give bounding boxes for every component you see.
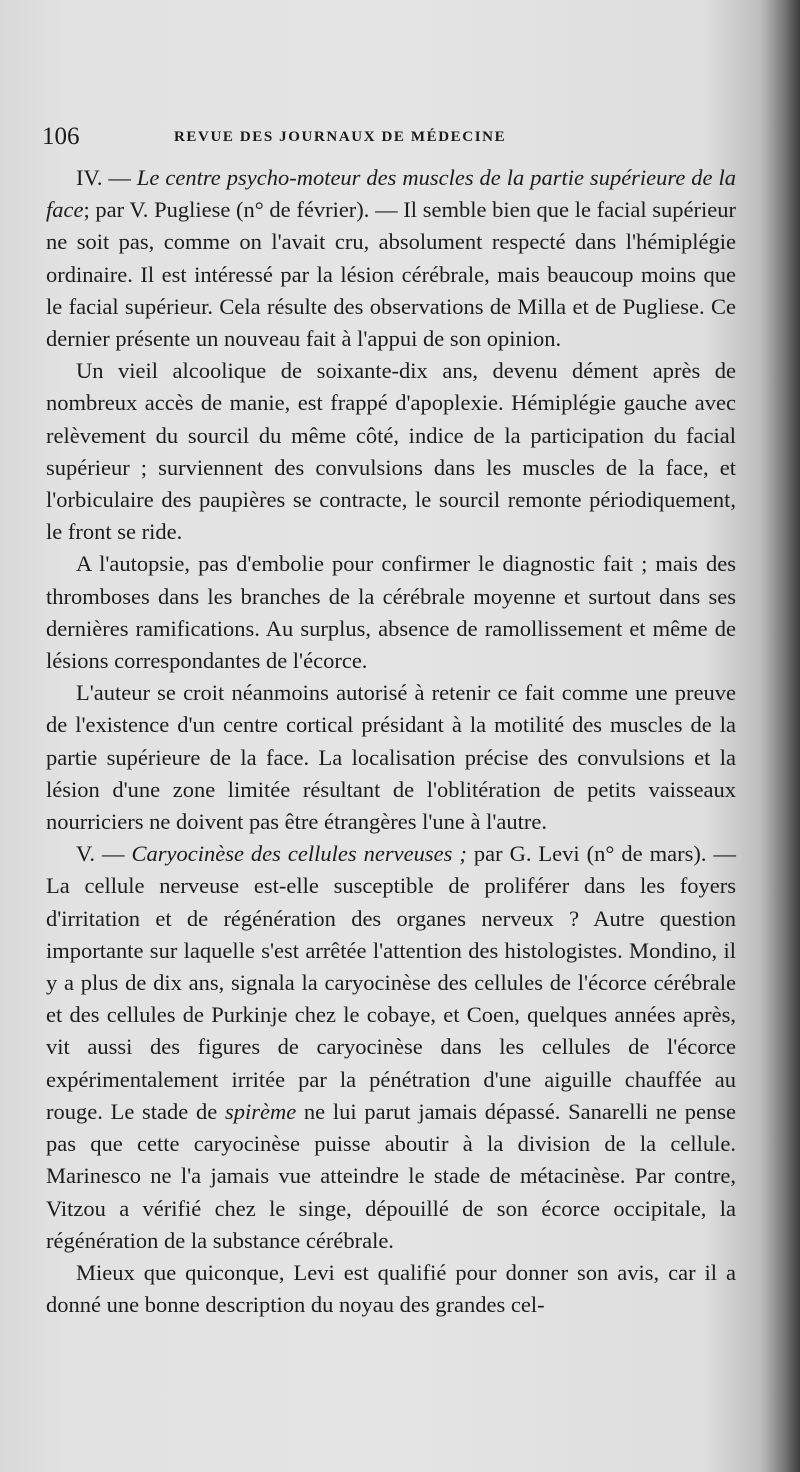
paragraph: Un vieil alcoolique de soixante-dix ans, devenu dément après de nombreux accès de manie, est frappé d'apoplexie. Hémiplégie gauche avec relèvement du sourcil du même côté, indice de la participation du facial supérieur ; surviennent des convulsions dans les muscles de la face, et l'orbiculaire des paupières se contracte, le sourcil remonte périodiquement, le front se ride. xyxy=(46,358,736,545)
article-title: Caryocinèse des cellules nerveuses ; xyxy=(131,841,467,867)
paragraph-v xyxy=(46,838,736,1257)
page-number: 106 xyxy=(42,123,80,150)
paragraph-text: ; par V. Pugliese (n° de février). — Il semble bien que le facial supérieur ne soit pas, comme on l'avait cru, absolument respecté dans l'hémiplégie ordinaire. Il est intéressé par la lésion cérébrale, mais beaucoup moins que le facial supérieur. Cela résulte des observations de Milla et de Pugliese. Ce dernier présente un nouveau fait à l'appui de son opinion. xyxy=(46,197,736,352)
section-number: V. — xyxy=(76,841,132,867)
body-text xyxy=(46,162,736,1321)
paragraph: L'auteur se croit néanmoins autorisé à retenir ce fait comme une preuve de l'existence d'un centre cortical présidant à la motilité des muscles de la partie supérieure de la face. La localisation précise des convulsions et la lésion d'une zone limitée résultant de l'oblitération de petits vaisseaux nourriciers ne doivent pas être étrangères l'une à l'autre. xyxy=(46,680,736,835)
article-title: Le centre psycho-moteur des muscles de la partie supérieure de la face xyxy=(46,165,736,223)
paragraph-text: ne lui parut jamais dépassé. Sanarelli ne pense pas que cette caryocinèse puisse aboutir à la division de la cellule. Marinesco ne l'a jamais vue atteindre le stade de métacinèse. Par contre, Vitzou a vérifié chez le singe, dépouillé de son écorce occipitale, la régénération de la substance cérébrale. xyxy=(46,1098,736,1253)
paragraph: A l'autopsie, pas d'embolie pour confirmer le diagnostic fait ; mais des thromboses dans les branches de la cérébrale moyenne et surtout dans ses dernières ramifications. Au surplus, absence de ramollissement et même de lésions correspondantes de l'écorce. xyxy=(46,551,736,674)
paragraph-text: par G. Levi (n° de mars). — La cellule nerveuse est-elle susceptible de proliférer dans les foyers d'irritation et de régénération des organes nerveux ? Autre question importante sur laquelle s'est arrêtée l'attention des histologistes. Mondino, il y a plus de dix ans, signala la caryocinèse des cellules de l'écorce cérébrale et des cellules de Purkinje chez le cobaye, et Coen, quelques années après, vit aussi des figures de caryocinèse dans les cellules de l'écorce expérimentalement irritée par la pénétration d'une aiguille chauffée au rouge. Le stade de xyxy=(46,841,736,1124)
section-number: IV. — xyxy=(76,165,137,190)
page-header xyxy=(42,123,732,159)
paragraph-iv xyxy=(46,162,736,355)
page-edge-shadow xyxy=(760,0,800,1472)
running-title: REVUE DES JOURNAUX DE MÉDECINE xyxy=(174,129,507,145)
paragraph: Mieux que quiconque, Levi est qualifié pour donner son avis, car il a donné une bonne description du noyau des grandes cel- xyxy=(46,1259,736,1318)
italic-term: spirème xyxy=(224,1098,297,1124)
